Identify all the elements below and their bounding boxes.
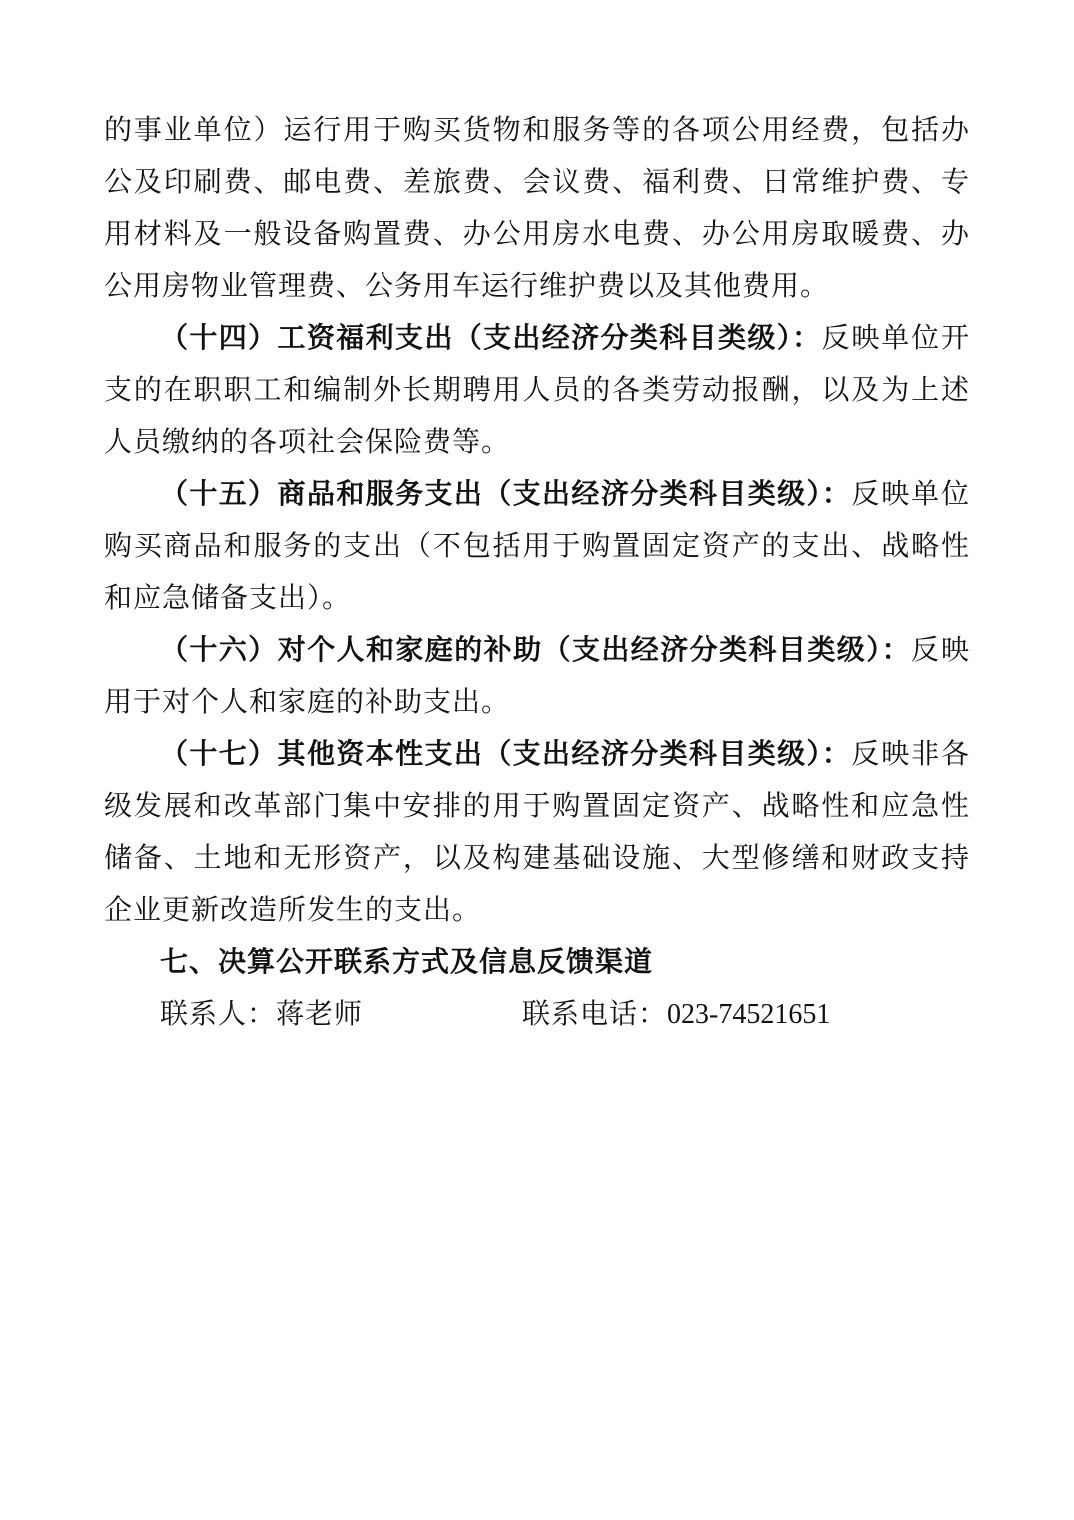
item-14-title: （十四）工资福利支出（支出经济分类科目类级）： — [160, 321, 822, 354]
document-page — [104, 104, 970, 1040]
item-17-body: 反映非各级发展和改革部门集中安排的用于购置固定资产、战略性和应急性储备、土地和无形资产，以及构建基础设施、大型修缮和财政支持企业更新改造所发生的支出。 — [104, 737, 970, 926]
contact-phone — [522, 988, 830, 1041]
contact-row — [104, 988, 970, 1040]
section-7-heading: 七、决算公开联系方式及信息反馈渠道 — [160, 945, 654, 978]
item-16-title: （十六）对个人和家庭的补助（支出经济分类科目类级）： — [160, 633, 912, 666]
paragraph-item-15 — [104, 468, 970, 624]
contact-phone-label: 联系电话： — [522, 997, 668, 1030]
item-14-body: 反映单位开支的在职职工和编制外长期聘用人员的各类劳动报酬，以及为上述人员缴纳的各项社会保险费等。 — [104, 321, 970, 458]
contact-person-label: 联系人： — [160, 997, 277, 1030]
contact-person — [160, 988, 363, 1040]
paragraph-continuation-text: 的事业单位）运行用于购买货物和服务等的各项公用经费，包括办公及印刷费、邮电费、差旅费、会议费、福利费、日常维护费、专用材料及一般设备购置费、办公用房水电费、办公用房取暖费、办公用房物业管理费、公务用车运行维护费以及其他费用。 — [104, 113, 970, 302]
paragraph-item-16 — [104, 624, 970, 728]
item-16-body: 反映用于对个人和家庭的补助支出。 — [104, 633, 970, 718]
paragraph-item-14 — [104, 312, 970, 468]
item-17-title: （十七）其他资本性支出（支出经济分类科目类级）： — [160, 737, 852, 770]
item-15-title: （十五）商品和服务支出（支出经济分类科目类级）： — [160, 477, 852, 510]
paragraph-continuation — [104, 104, 970, 312]
contact-person-name: 蒋老师 — [276, 997, 364, 1030]
contact-phone-number: 023-74521651 — [667, 999, 831, 1030]
paragraph-item-17 — [104, 728, 970, 936]
item-15-body: 反映单位购买商品和服务的支出（不包括用于购置固定资产的支出、战略性和应急储备支出）。 — [104, 477, 970, 614]
